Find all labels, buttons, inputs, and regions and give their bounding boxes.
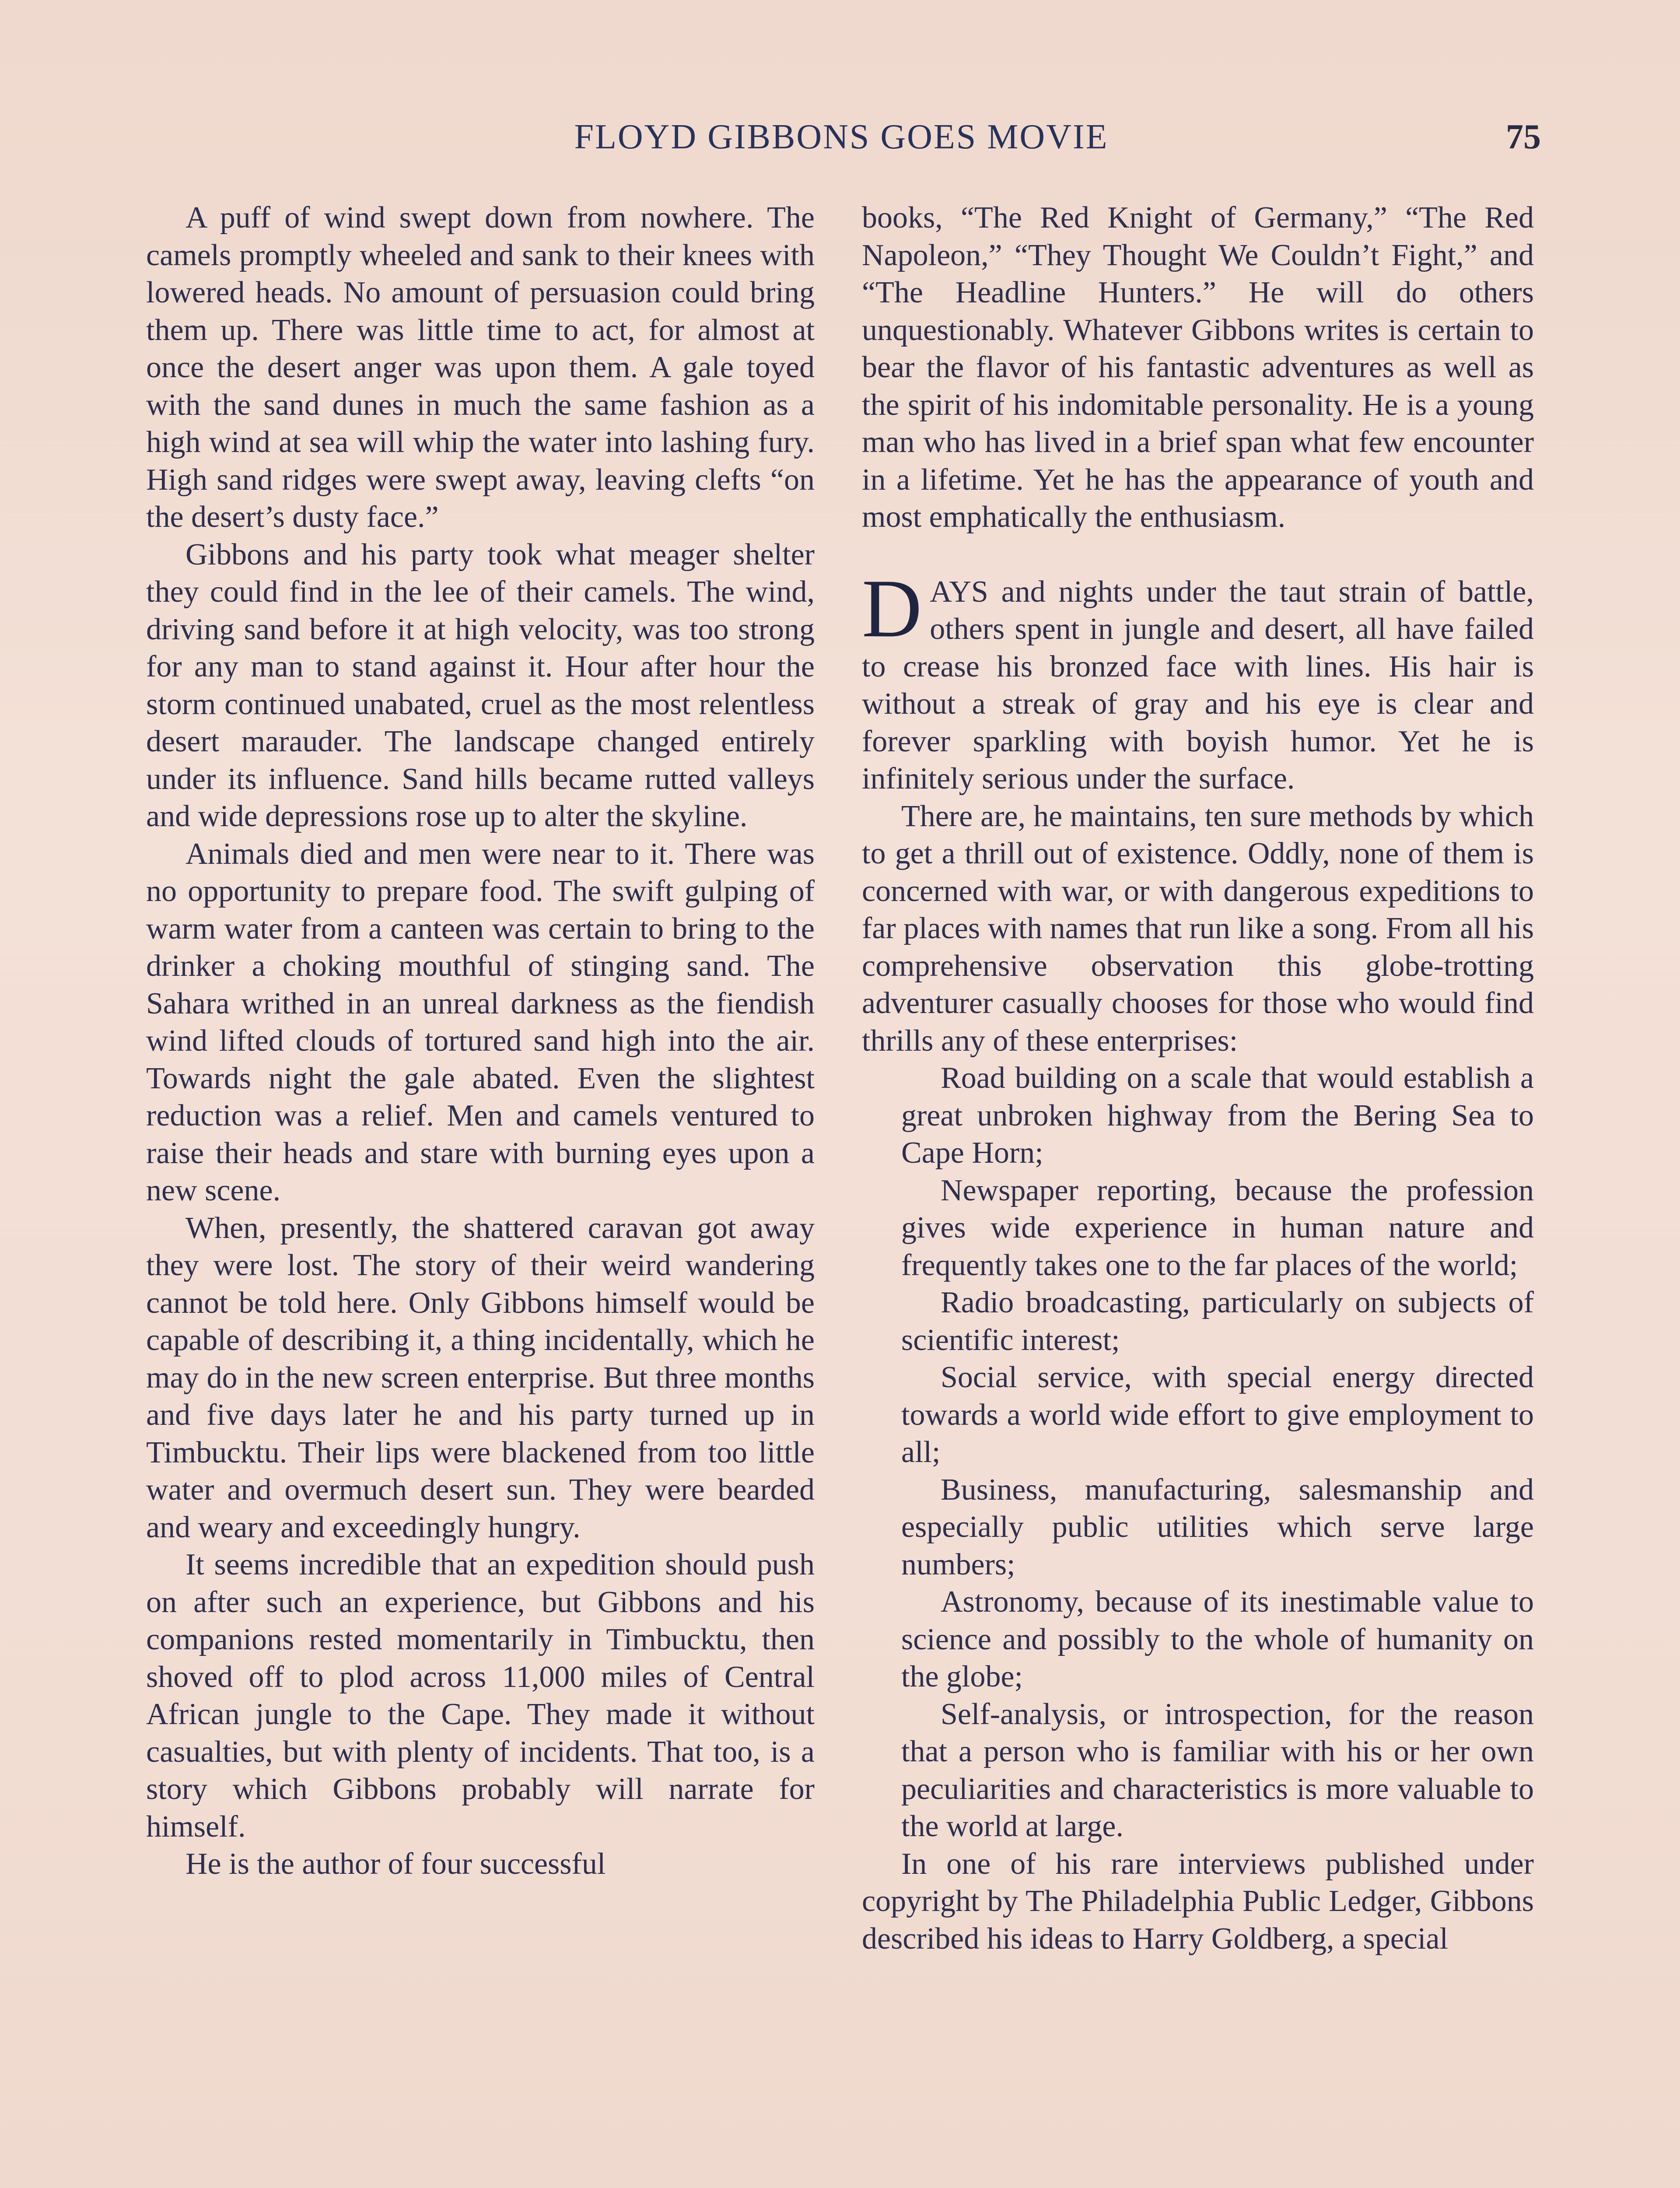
paragraph: When, presently, the shattered caravan got away they were lost. The story of their weird wandering cannot be told here. Only Gibbons himself would be capable of describing it, a thing incidentally, which he may do in the new screen enterprise. But three months and five days later he and his party turned up in Timbucktu. Their lips were blackened from too little water and overmuch desert sun. They were bearded and weary and exceedingly hungry.	[146, 1211, 815, 1544]
section-break	[862, 536, 1534, 573]
page-number: 75	[1506, 118, 1541, 156]
right-column	[862, 199, 1534, 2188]
methods-list	[862, 1059, 1534, 1845]
list-item: Road building on a scale that would establish a great unbroken highway from the Bering Sea to Cape Horn;	[901, 1061, 1534, 1170]
left-column	[146, 199, 815, 2188]
paragraph: A puff of wind swept down from nowhere. The camels promptly wheeled and sank to their knees with lowered heads. No amount of persuasion could bring them up. There was little time to act, for almost at once the desert anger was upon them. A gale toyed with the sand dunes in much the same fashion as a high wind at sea will whip the water into lashing fury. High sand ridges were swept away, leaving clefts “on the desert’s dusty face.”	[146, 201, 815, 534]
paragraph: In one of his rare interviews published under copyright by The Philadelphia Public Ledger, Gibbons described his ideas to Harry Goldberg, a special	[862, 1847, 1534, 1956]
section-opening-text: AYS and nights under the taut strain of battle, others spent in jungle and desert, all have failed to crease his bronzed face with lines. His hair is without a streak of gray and his eye is clear and forever sparkling with boyish humor. Yet he is infinitely serious under the surface.	[862, 575, 1534, 796]
paragraph: Animals died and men were near to it. There was no opportunity to prepare food. The swift gulping of warm water from a canteen was certain to bring to the drinker a choking mouthful of stinging sand. The Sahara writhed in an unreal darkness as the fiendish wind lifted clouds of tortured sand high into the air. Towards night the gale abated. Even the slightest reduction was a relief. Men and camels ventured to raise their heads and stare with burning eyes upon a new scene.	[146, 837, 815, 1207]
running-title: FLOYD GIBBONS GOES MOVIE	[574, 118, 1109, 156]
drop-cap: D	[862, 562, 922, 655]
list-item: Social service, with special energy directed towards a world wide effort to give employment to all;	[901, 1360, 1534, 1469]
paragraph: Gibbons and his party took what meager shelter they could find in the lee of their camels. The wind, driving sand before it at high velocity, was too strong for any man to stand against it. Hour after hour the storm continued unabated, cruel as the most relentless desert marauder. The landscape changed entirely under its influence. Sand hills became rutted valleys and wide depressions rose up to alter the skyline.	[146, 537, 815, 833]
paragraph-continued: books, “The Red Knight of Germany,” “The Red Napoleon,” “They Thought We Couldn’t Fight,” and “The Headline Hunters.” He will do others unquestionably. Whatever Gibbons writes is certain to bear the flavor of his fantastic adventures as well as the spirit of his indomitable personality. He is a young man who has lived in a brief span what few encounter in a lifetime. Yet he has the appearance of youth and most emphatically the enthusiasm.	[862, 201, 1534, 534]
list-item: Radio broadcasting, particularly on subjects of scientific interest;	[901, 1286, 1534, 1357]
list-item: Newspaper reporting, because the profession gives wide experience in human nature and frequently takes one to the far places of the world;	[901, 1173, 1534, 1282]
paragraph: There are, he maintains, ten sure methods by which to get a thrill out of existence. Oddly, none of them is concerned with war, or with dangerous expeditions to far places with names that run like a song. From all his comprehensive observation this globe-trotting adventurer casually chooses for those who would find thrills any of these enterprises:	[862, 799, 1534, 1058]
paragraph: It seems incredible that an expedition should push on after such an experience, but Gibbons and his companions rested momentarily in Timbucktu, then shoved off to plod across 11,000 miles of Central African jungle to the Cape. They made it without casualties, but with plenty of incidents. That too, is a story which Gibbons probably will narrate for himself.	[146, 1548, 815, 1844]
section-opening-paragraph	[862, 562, 1534, 798]
list-item: Self-analysis, or introspection, for the reason that a person who is familiar with his or her own peculiarities and characteristics is more valuable to the world at large.	[901, 1697, 1534, 1843]
list-item: Business, manufacturing, salesmanship and especially public utilities which serve large numbers;	[901, 1473, 1534, 1581]
list-item: Astronomy, because of its inestimable value to science and possibly to the whole of humanity on the globe;	[901, 1585, 1534, 1694]
paragraph: He is the author of four successful	[186, 1847, 606, 1881]
running-header	[146, 117, 1541, 165]
